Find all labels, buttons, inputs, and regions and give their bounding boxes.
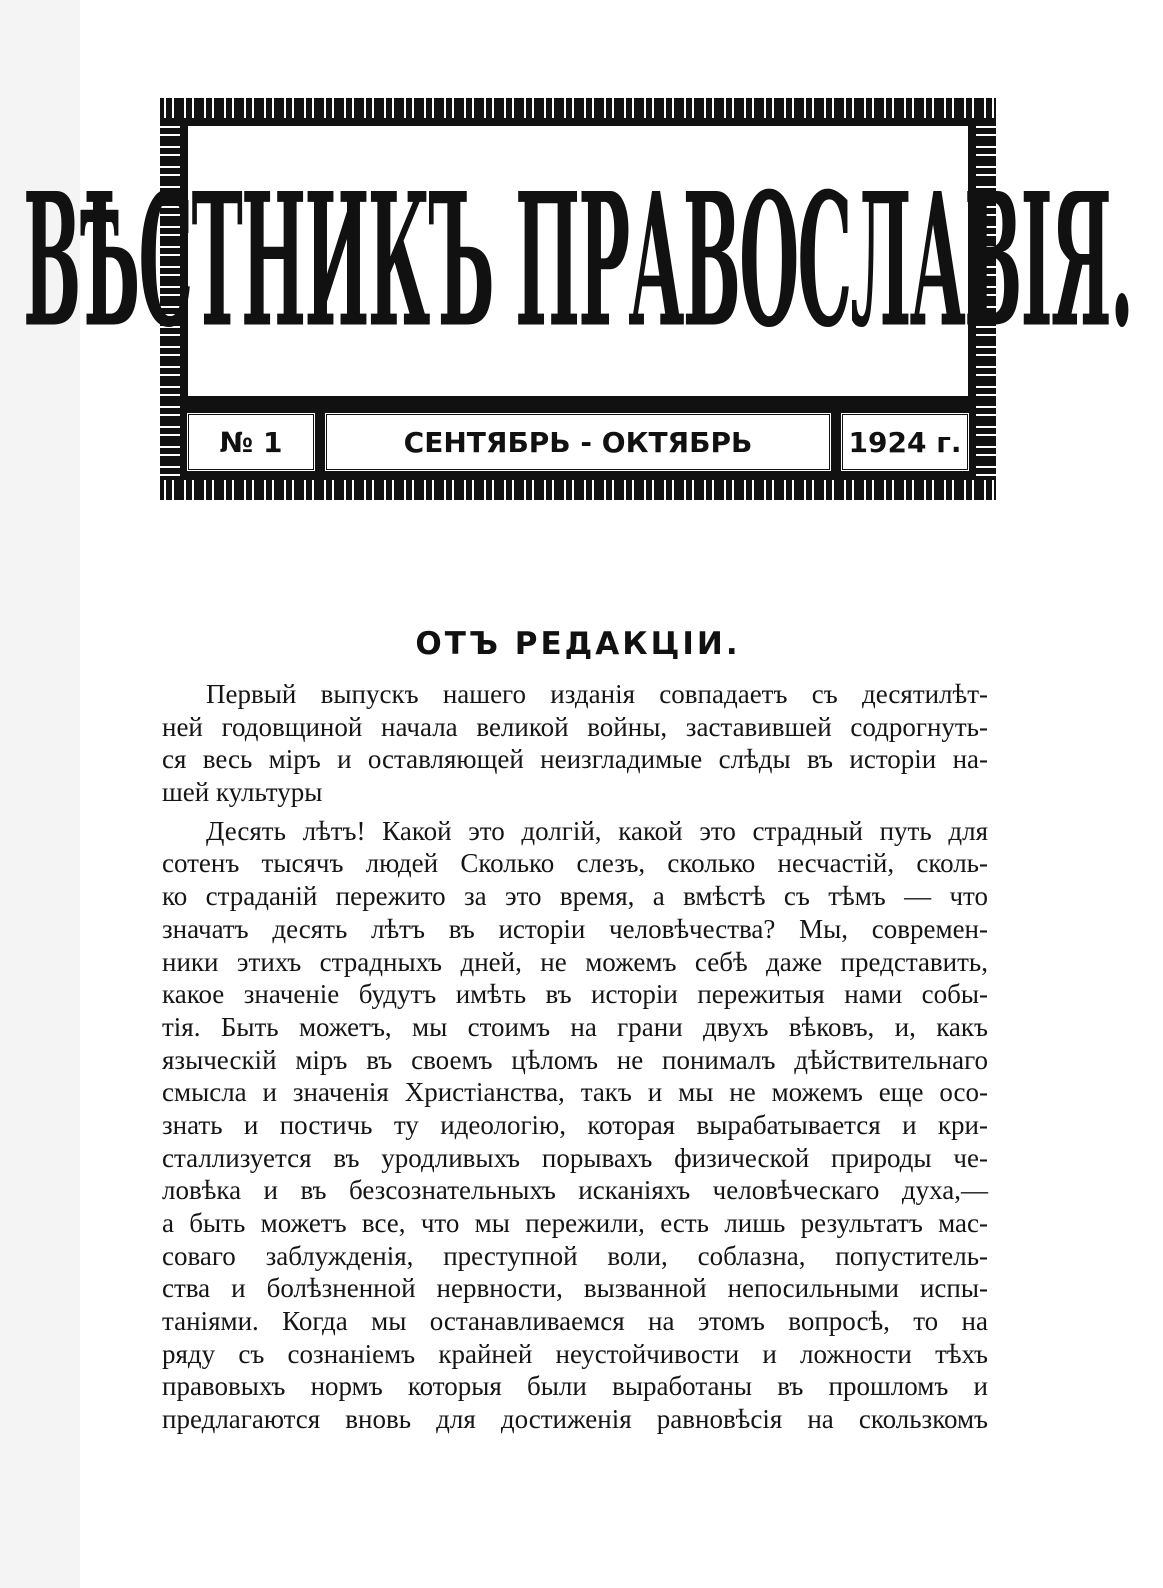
masthead-title-panel <box>23 124 1133 398</box>
paragraph-1 <box>162 678 988 809</box>
paragraph-2 <box>162 815 988 1436</box>
text-line: правовыхъ нормъ которыя были выработаны въ прошломъ и <box>162 1371 988 1402</box>
article-body <box>162 678 988 1436</box>
text-line: ства и болѣзненной нервности, вызванной непосильными испы- <box>162 1273 988 1304</box>
issue-number: № 1 <box>186 412 316 472</box>
issue-months: СЕНТЯБРЬ - ОКТЯБРЬ <box>324 412 832 472</box>
text-line: а быть можетъ все, что мы пережили, есть лишь результатъ мас- <box>162 1208 988 1238</box>
text-line: ней годовщиной начала великой войны, заставившей содрогнуть- <box>162 711 988 742</box>
ornament-border-top <box>160 98 996 118</box>
text-line: ся весь міръ и оставляющей неизгладимые слѣды въ исторіи на- <box>162 744 988 775</box>
text-line: значатъ десять лѣтъ въ исторіи человѣчества? Мы, современ- <box>162 913 988 944</box>
issue-year: 1924 г. <box>840 412 970 472</box>
ornament-border-bottom <box>160 480 996 500</box>
issue-info-row <box>186 412 970 472</box>
text-line: тія. Быть можетъ, мы стоимъ на грани двухъ вѣковъ, и, какъ <box>162 1011 988 1042</box>
article-heading: ОТЪ РЕДАКЦІИ. <box>415 626 741 662</box>
journal-title: ВѢСТНИКЪ ПРАВОСЛАВІЯ. <box>23 153 1133 369</box>
text-line: ко страданій пережито за это время, а вмѣстѣ съ тѣмъ — что <box>162 881 988 912</box>
text-line: какое значеніе будутъ имѣть въ исторіи пережитыя нами собы- <box>162 979 988 1010</box>
text-line: сотенъ тысячъ людей Сколько слезъ, сколько несчастій, сколь- <box>162 848 988 879</box>
text-line: соваго заблужденія, преступной воли, соблазна, попуститель- <box>162 1240 988 1271</box>
text-line: Первый выпускъ нашего изданія совпадаетъ съ десятилѣт- <box>206 679 988 709</box>
masthead-frame <box>23 98 1133 500</box>
text-line: ники этихъ страдныхъ дней, не можемъ себѣ даже представить, <box>162 946 988 977</box>
text-line: смысла и значенія Христіанства, такъ и мы не можемъ еще осо- <box>162 1077 988 1108</box>
text-line: ряду съ сознаніемъ крайней неустойчивости и ложности тѣхъ <box>162 1338 988 1369</box>
text-line: шей культуры <box>162 777 323 808</box>
text-line: Десять лѣтъ! Какой это долгій, какой это страдный путь для <box>206 815 988 846</box>
text-line: ловѣка и въ безсознательныхъ исканіяхъ человѣческаго духа,— <box>162 1175 988 1206</box>
text-line: таніями. Когда мы останавливаемся на этомъ вопросѣ, то на <box>162 1306 988 1337</box>
text-line: сталлизуется въ уродливыхъ порывахъ физической природы че- <box>162 1142 988 1173</box>
text-line: знать и постичь ту идеологію, которая вырабатывается и кри- <box>162 1109 988 1140</box>
text-line: языческій міръ въ своемъ цѣломъ не понималъ дѣйствительнаго <box>162 1044 988 1075</box>
text-line: предлагаются вновь для достиженія равновѣсія на скользкомъ <box>162 1404 988 1435</box>
